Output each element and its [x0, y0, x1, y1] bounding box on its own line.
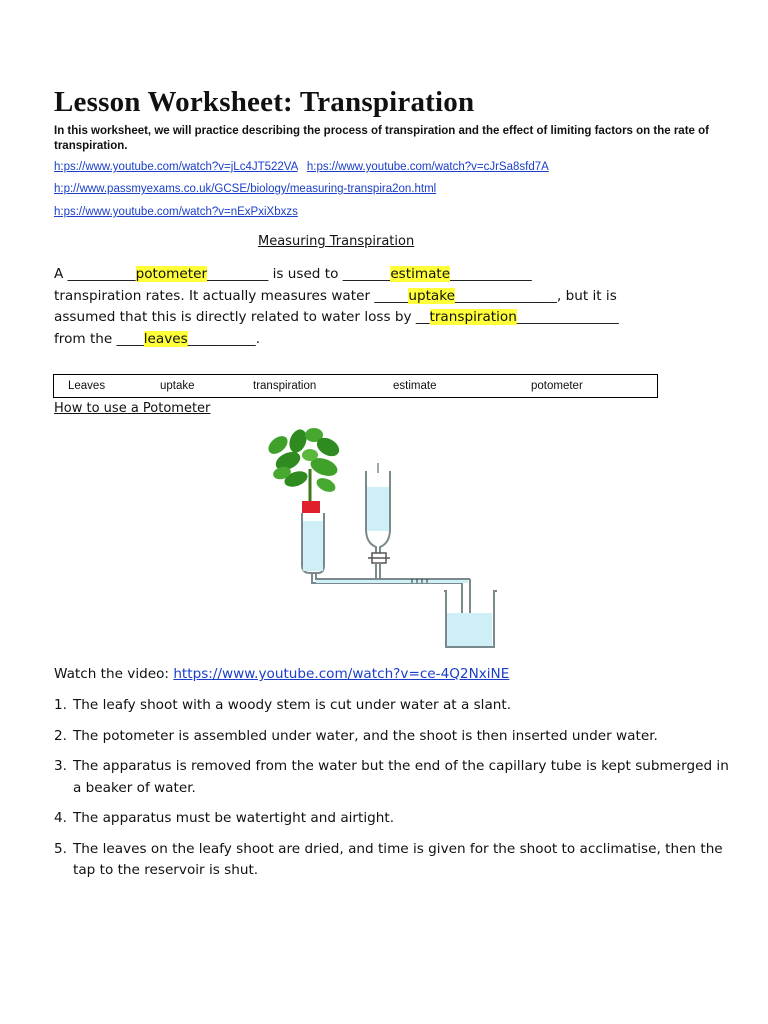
intro-text: In this worksheet, we will practice describing the process of transpiration and the effect of limiting factors on the rate of transpiration. [54, 125, 709, 152]
watch-video-link[interactable]: https://www.youtube.com/watch?v=ce-4Q2NxiNE [173, 666, 510, 682]
list-item [54, 726, 734, 748]
fill-text: from the ____ [54, 330, 144, 347]
fill-text: _________ is used to _______ [207, 266, 391, 282]
word-bank-item: uptake [160, 380, 195, 392]
step-number: 5. [54, 840, 67, 857]
resource-link-2[interactable]: h:ps://www.youtube.com/watch?v=cJrSa8sfd7A [306, 161, 549, 173]
fill-text: _______________, but it is [455, 287, 617, 304]
leafy-shoot-icon [265, 427, 342, 507]
step-number: 1. [54, 697, 67, 713]
fill-in-paragraph [54, 264, 619, 350]
list-item [54, 839, 734, 882]
step-text: The leaves on the leafy shoot are dried, and time is given for the shoot to acclimatise, then the tap to the reservoir is shut. [73, 840, 723, 878]
answer-potometer: potometer [135, 266, 208, 282]
fill-text: ____________ [450, 266, 532, 282]
procedure-steps [54, 695, 734, 891]
word-bank [53, 374, 658, 398]
word-bank-item: estimate [393, 380, 437, 392]
step-text: The leafy shoot with a woody stem is cut under water at a slant. [73, 697, 512, 713]
word-bank-item: potometer [531, 380, 583, 392]
word-bank-item: Leaves [68, 380, 106, 392]
answer-uptake: uptake [408, 287, 456, 304]
resource-link-4[interactable]: h:ps://www.youtube.com/watch?v=nExPxiXbxzs [54, 206, 298, 218]
fill-line-2 [54, 286, 619, 308]
reservoir-tap-icon [366, 463, 390, 579]
step-number: 3. [54, 758, 67, 774]
step-text: The apparatus is removed from the water but the end of the capillary tube is kept submerged in a beaker of water. [73, 758, 729, 796]
step-number: 2. [54, 727, 67, 744]
page-title: Lesson Worksheet: Transpiration [54, 86, 475, 118]
answer-estimate: estimate [390, 266, 451, 282]
fill-text: A __________ [54, 266, 136, 282]
resource-link-3[interactable]: h:p://www.passmyexams.co.uk/GCSE/biology/measuring-transpira2on.html [54, 183, 437, 195]
fill-text: _______________ [516, 309, 619, 325]
list-item [54, 808, 734, 830]
fill-text: __________. [187, 330, 261, 347]
section-heading-measuring: Measuring Transpiration [258, 234, 415, 249]
step-text: The apparatus must be watertight and airtight. [73, 810, 395, 826]
section-heading-how-to: How to use a Potometer [54, 401, 211, 416]
list-item [54, 756, 734, 799]
fill-line-1 [54, 264, 619, 286]
watch-video-line [54, 666, 509, 682]
word-bank-item: transpiration [253, 380, 317, 392]
answer-leaves: leaves [143, 330, 188, 347]
potometer-diagram [262, 425, 507, 653]
answer-transpiration: transpiration [429, 309, 517, 325]
fill-line-3 [54, 307, 619, 329]
resource-link-1[interactable]: h:ps://www.youtube.com/watch?v=jLc4JT522VA [54, 161, 298, 173]
fill-text: transpiration rates. It actually measures water _____ [54, 287, 409, 304]
list-item [54, 695, 734, 717]
stopper-icon [302, 501, 320, 513]
step-number: 4. [54, 810, 67, 826]
fill-line-4 [54, 329, 619, 351]
fill-text: assumed that this is directly related to water loss by __ [54, 309, 430, 325]
watch-label: Watch the video: [54, 666, 169, 682]
step-text: The potometer is assembled under water, and the shoot is then inserted under water. [73, 727, 658, 744]
